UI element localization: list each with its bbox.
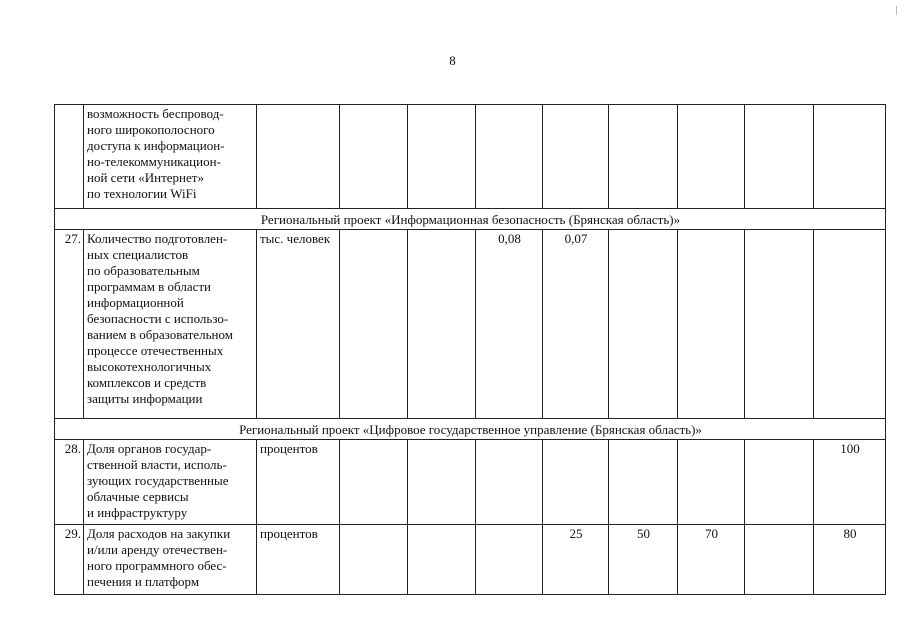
value-cell: 25: [543, 525, 609, 595]
indicator-cell: возможность беспровод- ного широкополосного доступа к информацион- но-телекоммуникацион- ной сети «Интернет» по технологии WiFi: [84, 105, 257, 209]
value-cell: [408, 525, 476, 595]
value-cell: [678, 440, 745, 525]
section-header-row: [55, 209, 886, 230]
table-row-28: [55, 440, 886, 525]
indicator-cell: Доля органов государ- ственной власти, исполь- зующих государственные облачные сервисы и инфраструктуру: [84, 440, 257, 525]
value-cell: [814, 230, 886, 419]
page-edge-mark: [896, 6, 897, 15]
value-cell: [408, 440, 476, 525]
indicator-cell: Количество подготовлен- ных специалистов по образовательным программам в области информационной безопасности с использо- ванием в образовательном процессе отечественных высокотехнологичных комплексов и средств защиты информации: [84, 230, 257, 419]
section-header-row: [55, 419, 886, 440]
unit-cell: [257, 105, 340, 209]
value-cell: 0,08: [476, 230, 543, 419]
table-row-continuation: [55, 105, 886, 209]
value-cell: [543, 440, 609, 525]
value-cell: [745, 105, 814, 209]
value-cell: [678, 230, 745, 419]
row-number-cell: 29.: [55, 525, 84, 595]
unit-cell: процентов: [257, 525, 340, 595]
value-cell: [745, 230, 814, 419]
row-number-cell: 28.: [55, 440, 84, 525]
unit-cell: процентов: [257, 440, 340, 525]
value-cell: [340, 440, 408, 525]
table-row-29: [55, 525, 886, 595]
value-cell: [340, 230, 408, 419]
value-cell: [408, 230, 476, 419]
value-cell: [609, 105, 678, 209]
value-cell: [543, 105, 609, 209]
value-cell: [814, 105, 886, 209]
table-row-27: [55, 230, 886, 419]
indicators-table: [54, 104, 886, 595]
value-cell: 50: [609, 525, 678, 595]
value-cell: [609, 230, 678, 419]
value-cell: [476, 105, 543, 209]
value-cell: [678, 105, 745, 209]
page-number: 8: [449, 53, 456, 68]
value-cell: [340, 105, 408, 209]
value-cell: [745, 440, 814, 525]
value-cell: [609, 440, 678, 525]
value-cell: [340, 525, 408, 595]
indicator-cell: Доля расходов на закупки и/или аренду отечествен- ного программного обес- печения и платформ: [84, 525, 257, 595]
value-cell: 100: [814, 440, 886, 525]
section-title: Региональный проект «Информационная безопасность (Брянская область)»: [55, 209, 886, 230]
unit-cell: тыс. человек: [257, 230, 340, 419]
value-cell: [745, 525, 814, 595]
section-title: Региональный проект «Цифровое государственное управление (Брянская область)»: [55, 419, 886, 440]
value-cell: [476, 525, 543, 595]
row-number-cell: 27.: [55, 230, 84, 419]
value-cell: [408, 105, 476, 209]
value-cell: 70: [678, 525, 745, 595]
value-cell: 0,07: [543, 230, 609, 419]
value-cell: [476, 440, 543, 525]
value-cell: 80: [814, 525, 886, 595]
row-number-cell: [55, 105, 84, 209]
